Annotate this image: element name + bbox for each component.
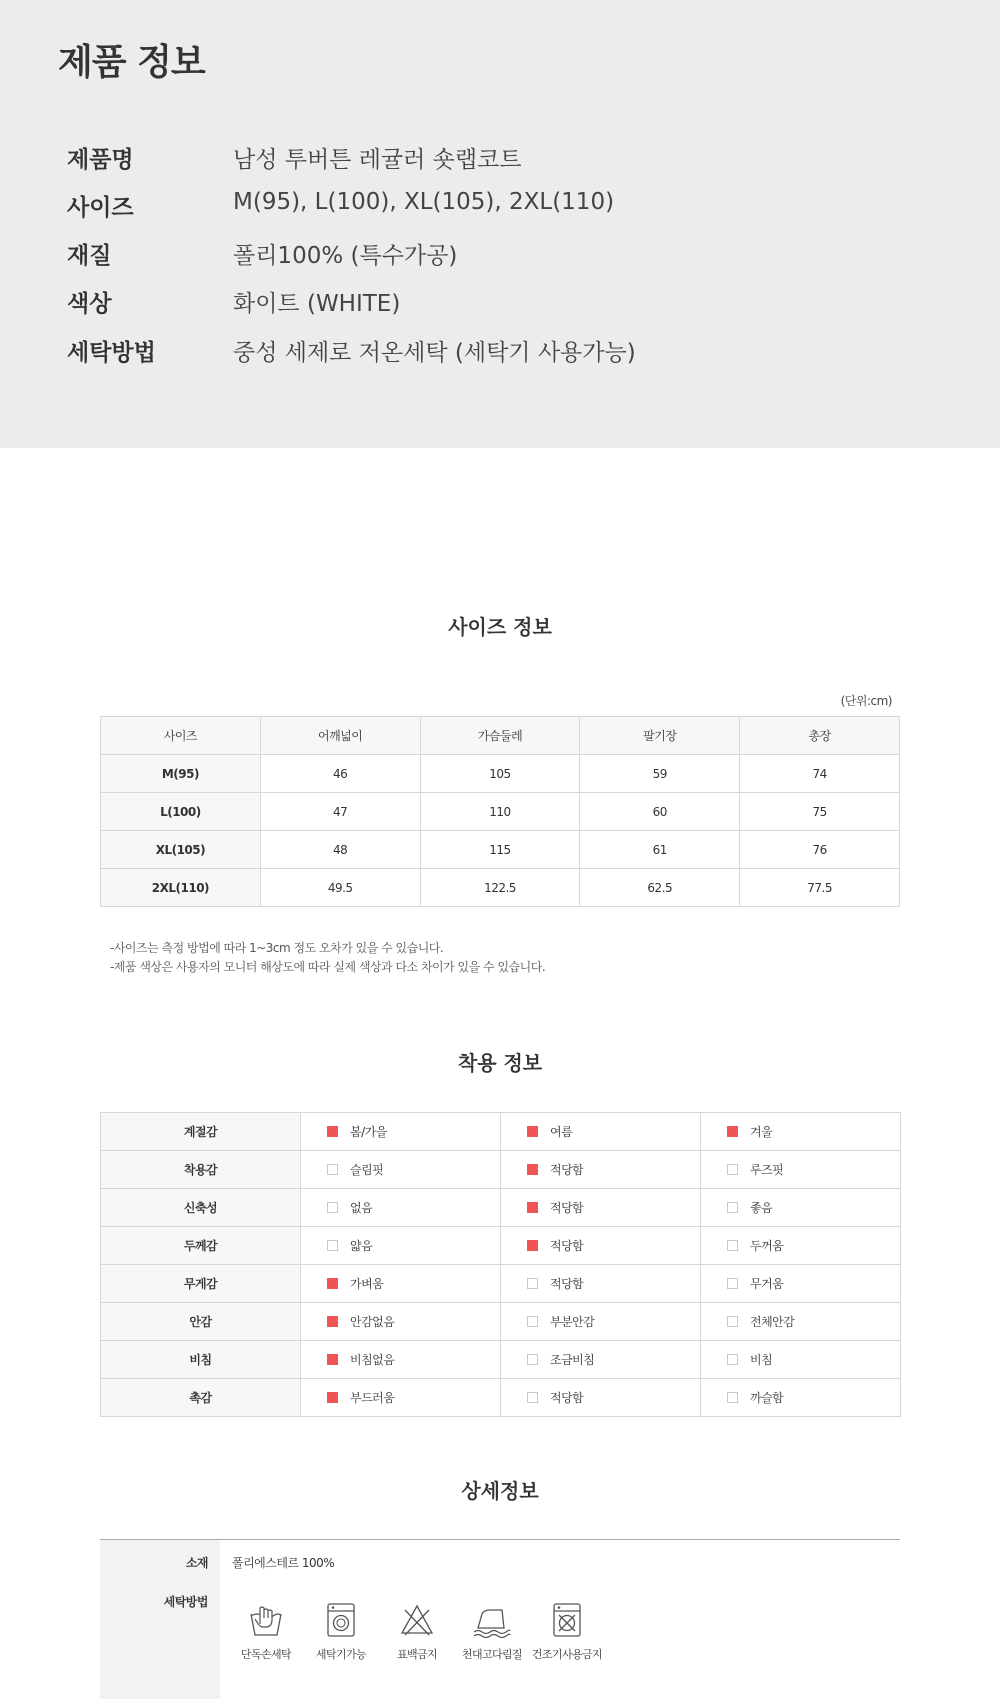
fit-row-label: 촉감 (101, 1379, 301, 1417)
checked-box-icon (327, 1392, 338, 1403)
unchecked-box-icon (727, 1164, 738, 1175)
checked-box-icon (527, 1126, 538, 1137)
size-cell: 122.5 (420, 869, 580, 907)
fit-option-label: 전체안감 (750, 1315, 795, 1329)
fit-option-label: 가벼움 (350, 1277, 384, 1291)
fit-option-cell (301, 1303, 501, 1341)
unchecked-box-icon (727, 1392, 738, 1403)
wash-method-label: 세탁방법 (163, 1595, 208, 1609)
checked-box-icon (527, 1202, 538, 1213)
wash-item (377, 1602, 457, 1662)
info-row-washing (67, 334, 967, 374)
no-tumble-dry-icon (549, 1602, 585, 1638)
fit-option-cell (701, 1151, 901, 1189)
wash-label: 천대고다림질 (461, 1648, 523, 1661)
info-label: 세탁방법 (67, 340, 156, 366)
table-row (101, 831, 900, 869)
fit-option-cell (501, 1189, 701, 1227)
size-cell: 59 (580, 755, 740, 793)
checked-box-icon (527, 1240, 538, 1251)
unchecked-box-icon (327, 1164, 338, 1175)
table-row (101, 793, 900, 831)
fit-option-cell (301, 1113, 501, 1151)
checked-box-icon (527, 1164, 538, 1175)
fit-option-label: 안감없음 (350, 1315, 395, 1329)
fit-option-label: 좋음 (750, 1201, 773, 1215)
fit-option-cell (701, 1303, 901, 1341)
unchecked-box-icon (727, 1278, 738, 1289)
detail-label-column (100, 1540, 220, 1699)
fit-option-label: 부분안감 (550, 1315, 595, 1329)
unchecked-box-icon (327, 1240, 338, 1251)
size-cell: M(95) (101, 755, 261, 793)
size-cell: 46 (260, 755, 420, 793)
fit-row-label: 무게감 (101, 1265, 301, 1303)
size-cell: 2XL(110) (101, 869, 261, 907)
checked-box-icon (327, 1354, 338, 1365)
detail-info-title: 상세정보 (461, 1479, 539, 1503)
fit-option-label: 적당함 (550, 1163, 584, 1177)
material-label: 소재 (185, 1556, 208, 1570)
fit-option-label: 비침 (750, 1353, 773, 1367)
checked-box-icon (727, 1126, 738, 1137)
size-table-header-row (101, 717, 900, 755)
fit-option-label: 두꺼움 (750, 1239, 784, 1253)
detail-info-panel (100, 1539, 900, 1699)
fit-option-cell (501, 1303, 701, 1341)
checked-box-icon (327, 1316, 338, 1327)
fit-option-label: 적당함 (550, 1201, 584, 1215)
fit-row-label: 신축성 (101, 1189, 301, 1227)
unchecked-box-icon (327, 1202, 338, 1213)
unchecked-box-icon (527, 1392, 538, 1403)
iron-with-cloth-icon (472, 1602, 512, 1638)
size-table (100, 716, 900, 907)
fit-option-cell (501, 1265, 701, 1303)
size-cell: 61 (580, 831, 740, 869)
table-row (101, 755, 900, 793)
fit-option-label: 겨울 (750, 1125, 773, 1139)
wash-item (301, 1602, 381, 1662)
size-cell: 47 (260, 793, 420, 831)
size-cell: 75 (740, 793, 900, 831)
fit-option-label: 적당함 (550, 1239, 584, 1253)
wash-label: 단독손세탁 (240, 1648, 292, 1661)
wash-item (527, 1602, 607, 1662)
fit-option-cell (501, 1151, 701, 1189)
size-header-cell: 어깨넓이 (260, 717, 420, 755)
fit-option-label: 부드러움 (350, 1391, 395, 1405)
washing-machine-icon (323, 1602, 359, 1638)
size-header-cell: 사이즈 (101, 717, 261, 755)
size-header-cell: 가슴둘레 (420, 717, 580, 755)
fit-option-cell (301, 1265, 501, 1303)
size-unit-label: (단위:cm) (840, 694, 892, 708)
info-label: 색상 (67, 291, 112, 317)
fit-option-label: 봄/가을 (350, 1125, 387, 1139)
no-bleach-icon (399, 1602, 435, 1638)
info-label: 재질 (67, 243, 112, 269)
size-cell: 115 (420, 831, 580, 869)
fit-option-cell (501, 1227, 701, 1265)
size-header-cell: 팔기장 (580, 717, 740, 755)
fit-option-label: 조금비침 (550, 1353, 595, 1367)
fit-option-cell (501, 1379, 701, 1417)
unchecked-box-icon (727, 1354, 738, 1365)
table-row (101, 1341, 901, 1379)
info-value: 폴리100% (특수가공) (233, 243, 458, 269)
fit-option-cell (701, 1379, 901, 1417)
size-cell: L(100) (101, 793, 261, 831)
fit-row-label: 안감 (101, 1303, 301, 1341)
size-cell: 60 (580, 793, 740, 831)
size-cell: XL(105) (101, 831, 261, 869)
fit-option-cell (701, 1227, 901, 1265)
fit-option-label: 얇음 (350, 1239, 373, 1253)
fit-option-cell (501, 1113, 701, 1151)
size-info-title: 사이즈 정보 (448, 615, 552, 639)
size-note: -제품 색상은 사용자의 모니터 해상도에 따라 실제 색상과 다소 차이가 있을 수 있습니다. (110, 960, 546, 974)
size-cell: 76 (740, 831, 900, 869)
fit-option-cell (701, 1265, 901, 1303)
info-row-product-name (67, 141, 967, 181)
size-note: -사이즈는 측정 방법에 따라 1~3cm 정도 오차가 있을 수 있습니다. (110, 941, 444, 955)
fit-option-label: 여름 (550, 1125, 573, 1139)
unchecked-box-icon (527, 1316, 538, 1327)
size-cell: 74 (740, 755, 900, 793)
fit-option-cell (301, 1341, 501, 1379)
size-cell: 105 (420, 755, 580, 793)
fit-option-label: 적당함 (550, 1277, 584, 1291)
hand-wash-icon (248, 1602, 284, 1638)
size-header-cell: 총장 (740, 717, 900, 755)
table-row (101, 1151, 901, 1189)
info-row-material (67, 237, 967, 277)
fit-option-cell (701, 1113, 901, 1151)
fit-option-label: 적당함 (550, 1391, 584, 1405)
wash-item (452, 1602, 532, 1662)
fit-row-label: 두께감 (101, 1227, 301, 1265)
unchecked-box-icon (727, 1316, 738, 1327)
table-row (101, 1227, 901, 1265)
unchecked-box-icon (527, 1278, 538, 1289)
fit-option-label: 까슬함 (750, 1391, 784, 1405)
table-row (101, 1189, 901, 1227)
table-row (101, 1379, 901, 1417)
info-label: 사이즈 (67, 195, 134, 221)
fit-option-cell (701, 1341, 901, 1379)
wash-item (226, 1602, 306, 1662)
info-value: 중성 세제로 저온세탁 (세탁기 사용가능) (233, 340, 636, 366)
table-row (101, 1303, 901, 1341)
table-row (101, 1265, 901, 1303)
fit-table (100, 1112, 901, 1417)
fit-option-label: 없음 (350, 1201, 373, 1215)
material-value: 폴리에스테르 100% (232, 1556, 335, 1570)
wash-label: 표백금지 (396, 1648, 438, 1661)
size-cell: 62.5 (580, 869, 740, 907)
fit-option-cell (501, 1341, 701, 1379)
info-row-color (67, 285, 967, 325)
size-cell: 110 (420, 793, 580, 831)
info-value: 화이트 (WHITE) (233, 291, 401, 317)
table-row (101, 1113, 901, 1151)
unchecked-box-icon (727, 1202, 738, 1213)
size-cell: 48 (260, 831, 420, 869)
fit-row-label: 착용감 (101, 1151, 301, 1189)
info-value: M(95), L(100), XL(105), 2XL(110) (233, 189, 615, 215)
fit-row-label: 비침 (101, 1341, 301, 1379)
size-cell: 49.5 (260, 869, 420, 907)
checked-box-icon (327, 1278, 338, 1289)
fit-option-label: 비침없음 (350, 1353, 395, 1367)
fit-option-label: 루즈핏 (750, 1163, 784, 1177)
info-label: 제품명 (67, 147, 134, 173)
table-row (101, 869, 900, 907)
size-cell: 77.5 (740, 869, 900, 907)
unchecked-box-icon (527, 1354, 538, 1365)
fit-option-cell (301, 1227, 501, 1265)
fit-option-label: 무거움 (750, 1277, 784, 1291)
fit-option-cell (301, 1379, 501, 1417)
fit-option-cell (301, 1189, 501, 1227)
product-info-title: 제품 정보 (58, 42, 205, 83)
info-value: 남성 투버튼 레귤러 숏랩코트 (233, 147, 522, 173)
fit-option-cell (301, 1151, 501, 1189)
fit-option-label: 슬림핏 (350, 1163, 384, 1177)
info-row-size (67, 189, 967, 229)
wash-label: 건조기사용금지 (531, 1648, 603, 1661)
fit-option-cell (701, 1189, 901, 1227)
wash-label: 세탁기가능 (315, 1648, 367, 1661)
fit-row-label: 계절감 (101, 1113, 301, 1151)
fit-info-title: 착용 정보 (457, 1051, 543, 1075)
unchecked-box-icon (727, 1240, 738, 1251)
product-info-section (0, 0, 1000, 448)
checked-box-icon (327, 1126, 338, 1137)
